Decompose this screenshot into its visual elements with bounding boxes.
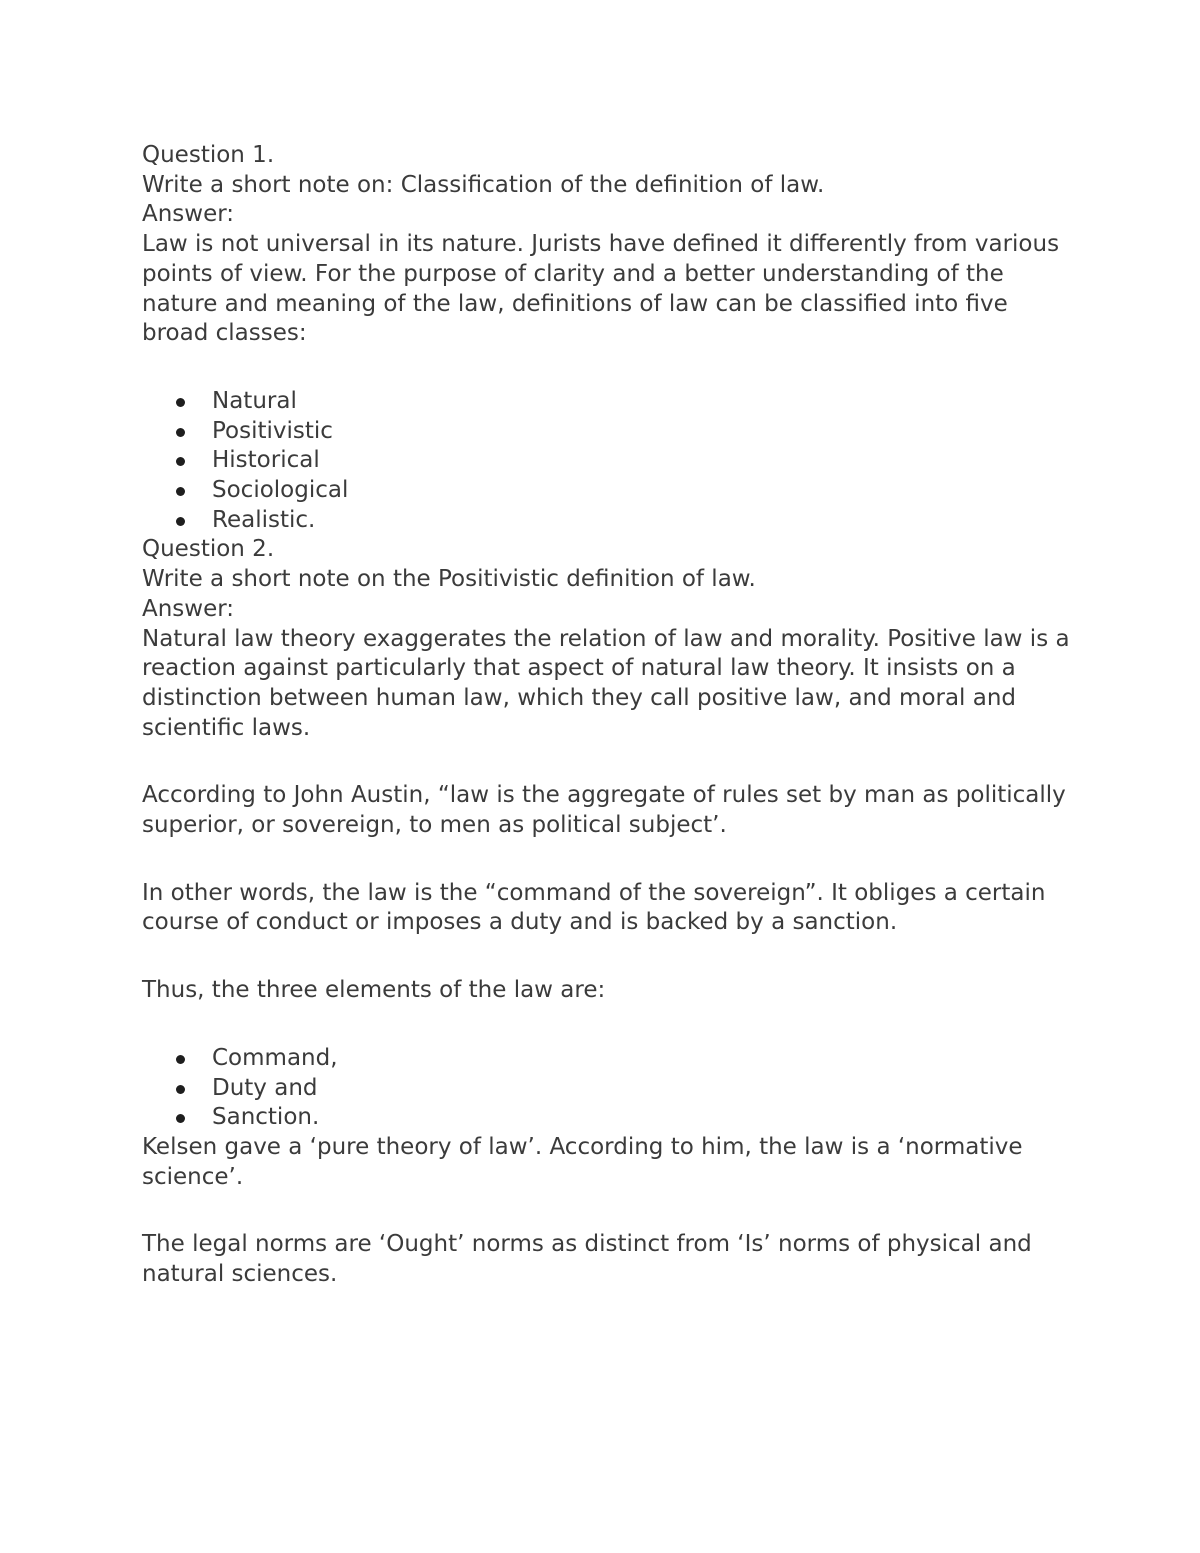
list-item-text: Historical <box>212 447 320 474</box>
document-body <box>142 141 1072 1290</box>
command-paragraph: In other words, the law is the “command of the sovereign”. It obliges a certain course of conduct or imposes a duty and is backed by a sanction. <box>142 879 1046 936</box>
bullet-icon <box>176 487 185 496</box>
paragraph-spacer <box>142 1192 1072 1230</box>
definition-classes-list <box>142 387 1072 536</box>
law-elements-list <box>142 1044 1072 1133</box>
list-item-text: Sociological <box>212 477 349 504</box>
list-item-text: Positivistic <box>212 417 333 444</box>
list-item <box>142 506 1072 536</box>
list-item <box>142 476 1072 506</box>
list-item-text: Natural <box>212 387 297 414</box>
elements-intro: Thus, the three elements of the law are: <box>142 977 606 1004</box>
list-item <box>142 417 1072 447</box>
list-item <box>142 1044 1072 1074</box>
question-2-prompt: Write a short note on the Positivistic definition of law. <box>142 566 756 593</box>
bullet-icon <box>176 428 185 437</box>
paragraph-spacer <box>142 349 1072 387</box>
question-2-answer-text: Natural law theory exaggerates the relation of law and morality. Positive law is a reaction against particularly that aspect of natural law theory. It insists on a distinction between human law, which they call positive law, and moral and scientific laws. <box>142 625 1070 741</box>
question-1-prompt: Write a short note on: Classification of the definition of law. <box>142 171 825 198</box>
list-item <box>142 1074 1072 1104</box>
list-item <box>142 1103 1072 1133</box>
list-item-text: Realistic. <box>212 506 316 533</box>
list-item-text: Command, <box>212 1044 338 1071</box>
bullet-icon <box>176 517 185 526</box>
question-1-heading: Question 1. <box>142 142 275 168</box>
question-2-heading: Question 2. <box>142 536 275 563</box>
bullet-icon <box>176 398 185 407</box>
question-2-answer-label: Answer: <box>142 595 235 622</box>
austin-quote-paragraph: According to John Austin, “law is the aggregate of rules set by man as politically superior, or sovereign, to men as political subject’. <box>142 782 1066 839</box>
list-item-text: Sanction. <box>212 1104 320 1131</box>
bullet-icon <box>176 1114 185 1123</box>
list-item <box>142 446 1072 476</box>
question-1-answer-text: Law is not universal in its nature. Jurists have defined it differently from various points of view. For the purpose of clarity and a better understanding of the nature and meaning of the law, definitions of law can be classified into five broad classes: <box>142 231 1060 347</box>
legal-norms-paragraph: The legal norms are ‘Ought’ norms as distinct from ‘Is’ norms of physical and natural sciences. <box>142 1231 1032 1288</box>
paragraph-spacer <box>142 743 1072 781</box>
bullet-icon <box>176 457 185 466</box>
list-item-text: Duty and <box>212 1074 318 1101</box>
bullet-icon <box>176 1085 185 1094</box>
paragraph-spacer <box>142 938 1072 976</box>
list-item <box>142 387 1072 417</box>
paragraph-spacer <box>142 1006 1072 1044</box>
kelsen-paragraph: Kelsen gave a ‘pure theory of law’. According to him, the law is a ‘normative science’. <box>142 1133 1023 1190</box>
paragraph-spacer <box>142 841 1072 879</box>
question-1-answer-label: Answer: <box>142 201 235 228</box>
bullet-icon <box>176 1055 185 1064</box>
